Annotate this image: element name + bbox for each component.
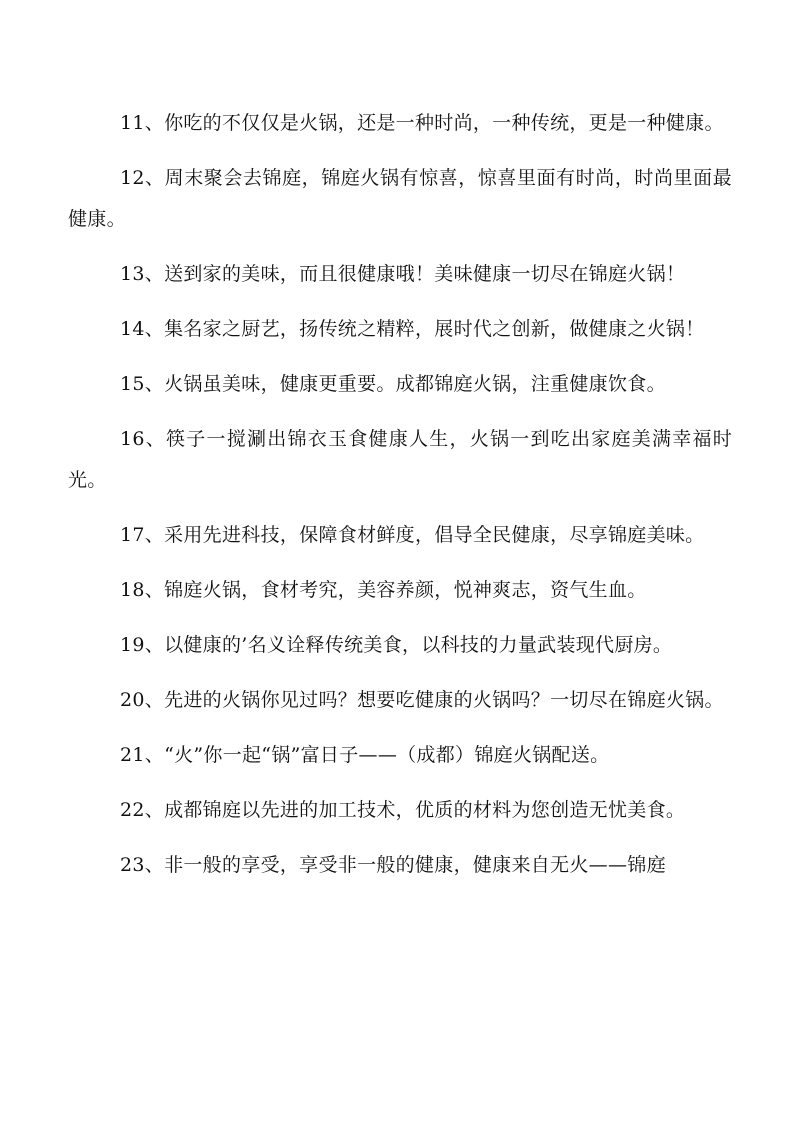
paragraph-20: 20、先进的火锅你见过吗？想要吃健康的火锅吗？一切尽在锦庭火锅。 bbox=[120, 689, 724, 711]
paragraph-22: 22、成都锦庭以先进的加工技术，优质的材料为您创造无忧美食。 bbox=[120, 799, 686, 821]
paragraph-16: 16、筷子一搅涮出锦衣玉食健康人生，火锅一到吃出家庭美满幸福时光。 bbox=[68, 428, 732, 491]
paragraph-23: 23、非一般的享受，享受非一般的健康，健康来自无火——锦庭 bbox=[120, 854, 666, 876]
paragraph-19: 19、以健康的’名义诠释传统美食，以科技的力量武装现代厨房。 bbox=[120, 634, 673, 656]
paragraph-17: 17、采用先进科技，保障食材鲜度，倡导全民健康，尽享锦庭美味。 bbox=[120, 524, 705, 546]
paragraph-15: 15、火锅虽美味，健康更重要。成都锦庭火锅，注重健康饮食。 bbox=[120, 373, 666, 395]
paragraph-14: 14、集名家之厨艺，扬传统之精粹，展时代之创新，做健康之火锅！ bbox=[120, 318, 705, 340]
paragraph-21: 21、“火”你一起“锅”富日子——（成都）锦庭火锅配送。 bbox=[120, 744, 610, 766]
paragraph-13: 13、送到家的美味，而且很健康哦！美味健康一切尽在锦庭火锅！ bbox=[120, 263, 686, 285]
paragraph-18: 18、锦庭火锅，食材考究，美容养颜，悦神爽志，资气生血。 bbox=[120, 579, 647, 601]
paragraph-12: 12、周末聚会去锦庭，锦庭火锅有惊喜，惊喜里面有时尚，时尚里面最健康。 bbox=[68, 167, 732, 230]
paragraph-11: 11、你吃的不仅仅是火锅，还是一种时尚，一种传统，更是一种健康。 bbox=[120, 112, 724, 134]
